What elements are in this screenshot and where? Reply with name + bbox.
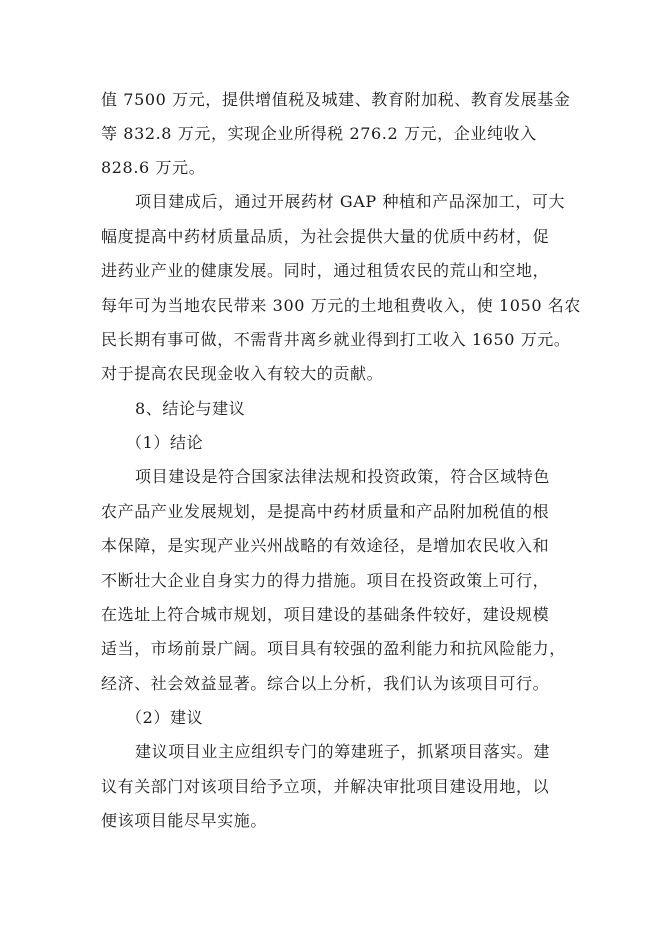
text-line: 农产品产业发展规划，是提高中药材质量和产品附加税值的根: [101, 502, 550, 521]
text-line: 便该项目能尽早实施。: [101, 811, 268, 830]
paragraph-start-line: 建议项目业主应组织专门的筹建班子，抓紧项目落实。建: [135, 742, 551, 761]
text-line: 828.6 万元。: [101, 158, 206, 177]
text-line: 等 832.8 万元，实现企业所得税 276.2 万元，企业纯收入: [101, 124, 537, 143]
text-line: 议有关部门对该项目给予立项，并解决审批项目建设用地，以: [101, 777, 550, 796]
paragraph-start-line: 项目建成后，通过开展药材 GAP 种植和产品深加工，可大: [135, 192, 566, 211]
text-line: 不断壮大企业自身实力的得力措施。项目在投资政策上可行，: [101, 571, 550, 590]
text-line: 进药业产业的健康发展。同时，通过租赁农民的荒山和空地，: [101, 261, 550, 280]
text-line: 经济、社会效益显著。综合以上分析，我们认为该项目可行。: [101, 674, 550, 693]
text-line: 值 7500 万元，提供增值税及城建、教育附加税、教育发展基金: [101, 90, 571, 109]
text-line: 幅度提高中药材质量品质，为社会提供大量的优质中药材，促: [101, 227, 550, 246]
text-line: 在选址上符合城市规划，项目建设的基础条件较好，建设规模: [101, 605, 550, 624]
text-line: 民长期有事可做，不需背井离乡就业得到打工收入 1650 万元。: [101, 330, 571, 349]
subsection-heading: （2）建议: [126, 708, 204, 727]
section-heading: 8、结论与建议: [135, 399, 246, 418]
text-line: 每年可为当地农民带来 300 万元的土地租费收入，使 1050 名农: [101, 296, 582, 315]
paragraph-start-line: 项目建设是符合国家法律法规和投资政策，符合区域特色: [135, 467, 551, 486]
subsection-heading: （1）结论: [126, 433, 204, 452]
text-line: 本保障，是实现产业兴州战略的有效途径，是增加农民收入和: [101, 536, 550, 555]
text-line: 适当，市场前景广阔。项目具有较强的盈利能力和抗风险能力，: [101, 639, 566, 658]
text-line: 对于提高农民现金收入有较大的贡献。: [101, 364, 384, 383]
